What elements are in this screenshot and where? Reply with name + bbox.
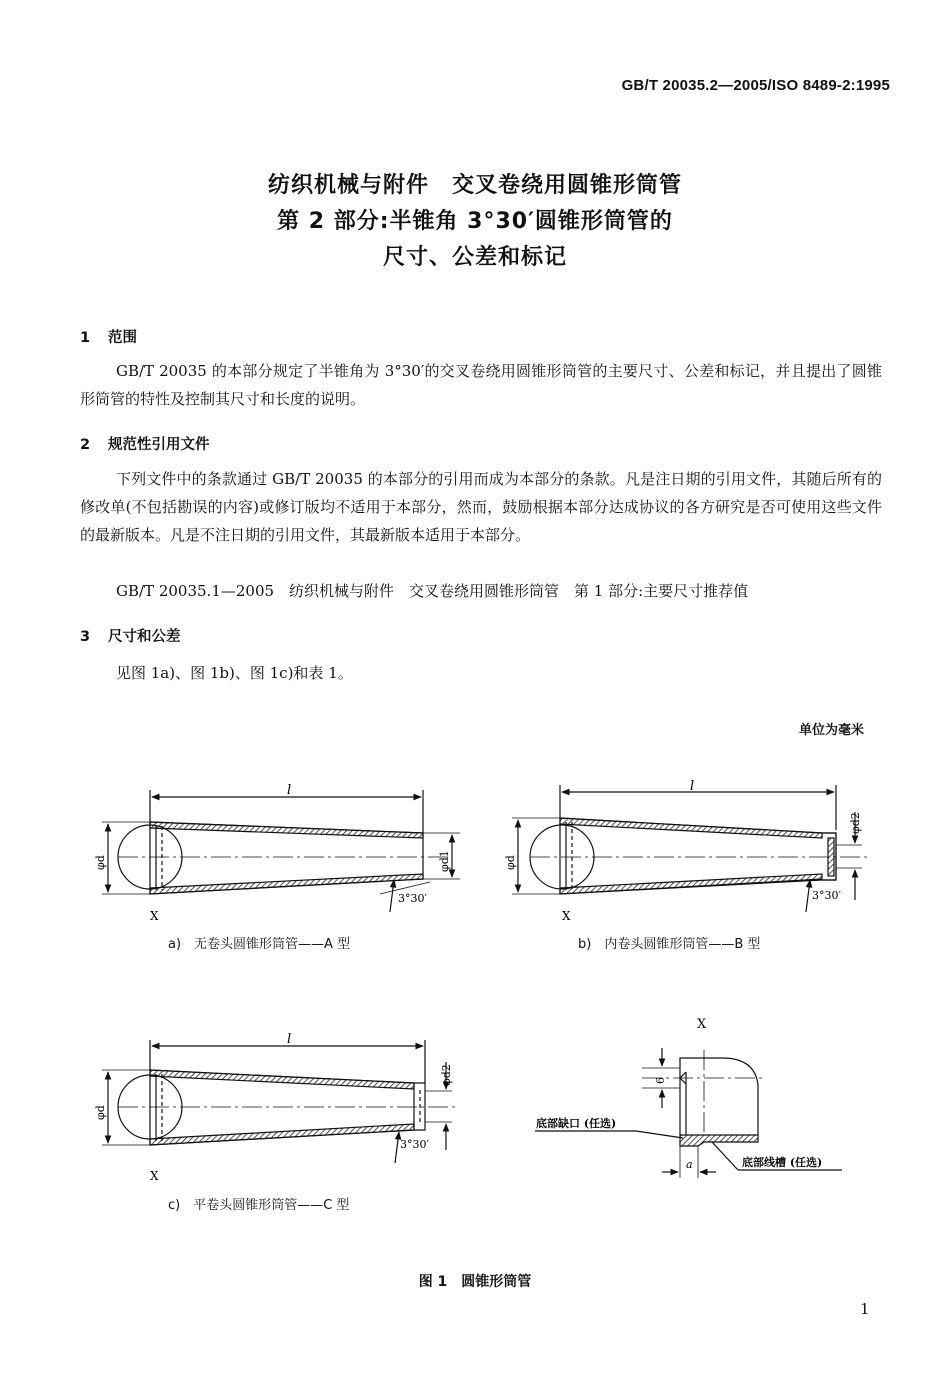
- section-title: 范围: [108, 330, 137, 346]
- label-bottom-notch: 底部缺口 (任选): [536, 1117, 617, 1130]
- dim-diameter-c: φd: [94, 1105, 107, 1120]
- title-line-3: 尺寸、公差和标记: [382, 245, 567, 270]
- label-bottom-groove: 底部线槽 (任选): [742, 1156, 823, 1169]
- dim-d2-b: φd2: [849, 812, 862, 834]
- angle-label-b: 3°30′: [812, 889, 841, 902]
- title-line-1: 纺织机械与附件 交叉卷绕用圆锥形筒管: [267, 173, 682, 198]
- detail-x-title: X: [697, 1017, 707, 1032]
- detail-mark-a: X: [150, 909, 159, 923]
- standard-code: GB/T 20035.2—2005/ISO 8489-2:1995: [621, 77, 890, 94]
- dim-length-b: l: [690, 779, 695, 794]
- angle-label-c: 3°30′: [400, 1138, 429, 1151]
- section-2-paragraph: 下列文件中的条款通过 GB/T 20035 的本部分的引用而成为本部分的条款。凡是注日期的引用文件，其随后所有的修改单(不包括勘误的内容)或修订版均不适用于本部分，然而，鼓励根据本部分达成协议的各方研究是否可使用这些文件的最新版本。凡是不注日期的引用文件，其最新版本适用于本部分。: [80, 470, 882, 544]
- normative-reference: GB/T 20035.1—2005 纺织机械与附件 交叉卷绕用圆锥形筒管 第 1 部分:主要尺寸推荐值: [116, 582, 749, 600]
- angle-label-a: 3°30′: [398, 892, 427, 905]
- detail-mark-b: X: [562, 909, 571, 923]
- dim-length-a: l: [287, 783, 292, 798]
- caption-figure-b: b) 内卷头圆锥形筒管——B 型: [578, 937, 761, 952]
- title-line-2: 第 2 部分:半锥角 3°30′圆锥形筒管的: [277, 209, 673, 234]
- figure-title: 图 1 圆锥形筒管: [418, 1274, 532, 1290]
- section-number: 1: [80, 330, 91, 346]
- section-title: 规范性引用文件: [108, 437, 210, 453]
- page-number: 1: [860, 1300, 870, 1318]
- caption-figure-c: c) 平卷头圆锥形筒管——C 型: [168, 1198, 350, 1213]
- dim-six: 6: [654, 1077, 667, 1084]
- detail-mark-c: X: [150, 1169, 159, 1183]
- section-number: 2: [80, 437, 91, 453]
- dim-diameter-a: φd: [94, 855, 107, 870]
- caption-figure-a: a) 无卷头圆锥形筒管——A 型: [168, 937, 351, 952]
- dim-diameter-b: φd: [504, 855, 517, 870]
- section-3-paragraph: 见图 1a)、图 1b)、图 1c)和表 1。: [116, 664, 353, 682]
- section-number: 3: [80, 629, 91, 645]
- dim-d2-c: φd2: [440, 1064, 453, 1086]
- dim-d1-a: φd1: [438, 850, 451, 872]
- unit-note: 单位为毫米: [798, 723, 864, 738]
- dim-a: a: [686, 1158, 693, 1171]
- section-1-paragraph: GB/T 20035 的本部分规定了半锥角为 3°30′的交叉卷绕用圆锥形筒管的主要尺寸、公差和标记，并且提出了圆锥形筒管的特性及控制其尺寸和长度的说明。: [80, 362, 882, 408]
- dim-length-c: l: [287, 1032, 292, 1047]
- section-title: 尺寸和公差: [108, 629, 181, 645]
